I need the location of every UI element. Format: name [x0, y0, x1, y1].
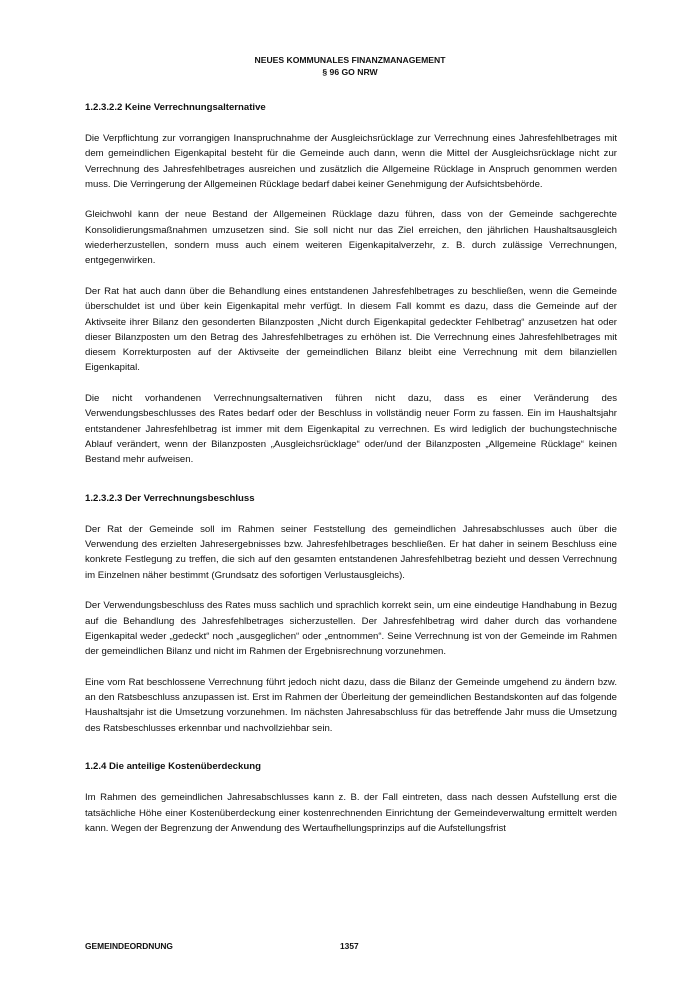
header-section-ref: § 96 GO NRW [322, 66, 378, 77]
paragraph: Der Rat hat auch dann über die Behandlung eines entstandenen Jahresfehlbetrages zu beschließen, wenn die Gemeinde überschuldet ist und über kein Eigenkapital mehr verfügt. In diesem Fall kommt es dazu, dass die Gemeinde auf der Aktivseite ihrer Bilanz den gesonderten Bilanzposten „Nicht durch Eigenkapital gedeckter Fehlbetrag“ anzusetzen hat oder dieser Bilanzposten um den Betrag des Jahresfehlbetrages zu erhöhen ist. Die Verrechnung eines Jahresfehlbetrages mit diesem Korrekturposten auf der Aktivseite der gemeindlichen Bilanz bleibt eine Verrechnung mit dem bilanziellen Eigenkapital. [85, 285, 617, 374]
section-keine-verrechnungsalternative [85, 100, 617, 468]
paragraph: Gleichwohl kann der neue Bestand der Allgemeinen Rücklage dazu führen, dass von der Gemeinde sachgerechte Konsolidierungsmaßnahmen umzusetzen sind. Sie soll nicht nur das Ziel erreichen, den jährlichen Haushaltsausgleich wiederherzustellen, sondern muss auch einem weiteren Eigenkapitalverzehr, z. B. durch zulässige Verrechnungen, entgegenwirken. [85, 209, 617, 267]
paragraph: Die nicht vorhandenen Verrechnungsalternativen führen nicht dazu, dass es einer Veränderung des Verwendungsbeschlusses des Rates bedarf oder der Beschluss in vollständig neuer Form zu fassen. Ein im Haushaltsjahr entstandener Jahresfehlbetrag ist immer mit dem Eigenkapital zu verrechnen. Es wird lediglich der buchungstechnische Ablauf verändert, wenn der Bilanzposten „Ausgleichsrücklage“ oder/und der Bilanzposten „Allgemeine Rücklage“ keinen Bestand mehr aufweisen. [85, 393, 617, 466]
paragraph: Die Verpflichtung zur vorrangigen Inanspruchnahme der Ausgleichsrücklage zur Verrechnung eines Jahresfehlbetrages mit dem gemeindlichen Eigenkapital besteht für die Gemeinde auch dann, wenn die Mittel der Ausgleichsrücklage nicht zur Verrechnung des Jahresfehlbetrages ausreichen und zusätzlich die Allgemeine Rücklage in Anspruch genommen werden muss. Die Verringerung der Allgemeinen Rücklage bedarf dabei keiner Genehmigung der Aufsichtsbehörde. [85, 133, 617, 190]
document-body [85, 100, 617, 851]
footer-label: GEMEINDEORDNUNG [85, 941, 173, 951]
section-verrechnungsbeschluss [85, 491, 617, 736]
section-kostenueberdeckung [85, 759, 617, 836]
paragraph: Eine vom Rat beschlossene Verrechnung führt jedoch nicht dazu, dass die Bilanz der Gemeinde umgehend zu ändern bzw. an den Ratsbeschluss anzupassen ist. Erst im Rahmen der Überleitung der gemeindlichen Bestandskonten auf das folgende Haushaltsjahr ist die Umsetzung vorzunehmen. Im nächsten Jahresabschluss für das betreffende Jahr muss die Umsetzung des Ratsbeschlusses erkennbar und nachvollziehbar sein. [85, 676, 617, 734]
page-header [0, 55, 700, 78]
page-number: 1357 [340, 941, 359, 951]
header-title: NEUES KOMMUNALES FINANZMANAGEMENT [254, 55, 446, 65]
paragraph: Der Rat der Gemeinde soll im Rahmen seiner Feststellung des gemeindlichen Jahresabschlusses auch über die Verwendung des erzielten Jahresergebnisses bzw. Jahresfehlbetrages beschließen. Er hat daher in seinem Beschluss eine konkrete Festlegung zu treffen, die sich auf den gesamten entstandenen Jahresfehlbetrag bezieht und dessen Verrechnung im Einzelnen näher bestimmt (Grundsatz des sofortigen Verlustausgleichs). [85, 523, 617, 581]
section-heading: 1.2.3.2.3 Der Verrechnungsbeschluss [85, 492, 255, 504]
section-heading: 1.2.4 Die anteilige Kostenüberdeckung [85, 761, 261, 773]
paragraph: Der Verwendungsbeschluss des Rates muss sachlich und sprachlich korrekt sein, um eine eindeutige Handhabung in Bezug auf die Behandlung des Jahresfehlbetrages sicherzustellen. Der Jahresfehlbetrag wird daher durch das vorhandene Eigenkapital weder „gedeckt“ noch „ausgeglichen“ oder „entnommen“. Seine Verrechnung ist von der Gemeinde im Rahmen der gemeindlichen Bilanz und nicht im Rahmen der Ergebnisrechnung vorzunehmen. [85, 600, 617, 658]
paragraph: Im Rahmen des gemeindlichen Jahresabschlusses kann z. B. der Fall eintreten, dass nach dessen Aufstellung erst die tatsächliche Höhe einer Kostenüberdeckung einer kostenrechnenden Einrichtung der Gemeindeverwaltung ermittelt werden kann. Wegen der Begrenzung der Anwendung des Wertaufhellungsprinzips auf die Aufstellungsfrist [85, 792, 617, 834]
section-heading: 1.2.3.2.2 Keine Verrechnungsalternative [85, 102, 266, 113]
